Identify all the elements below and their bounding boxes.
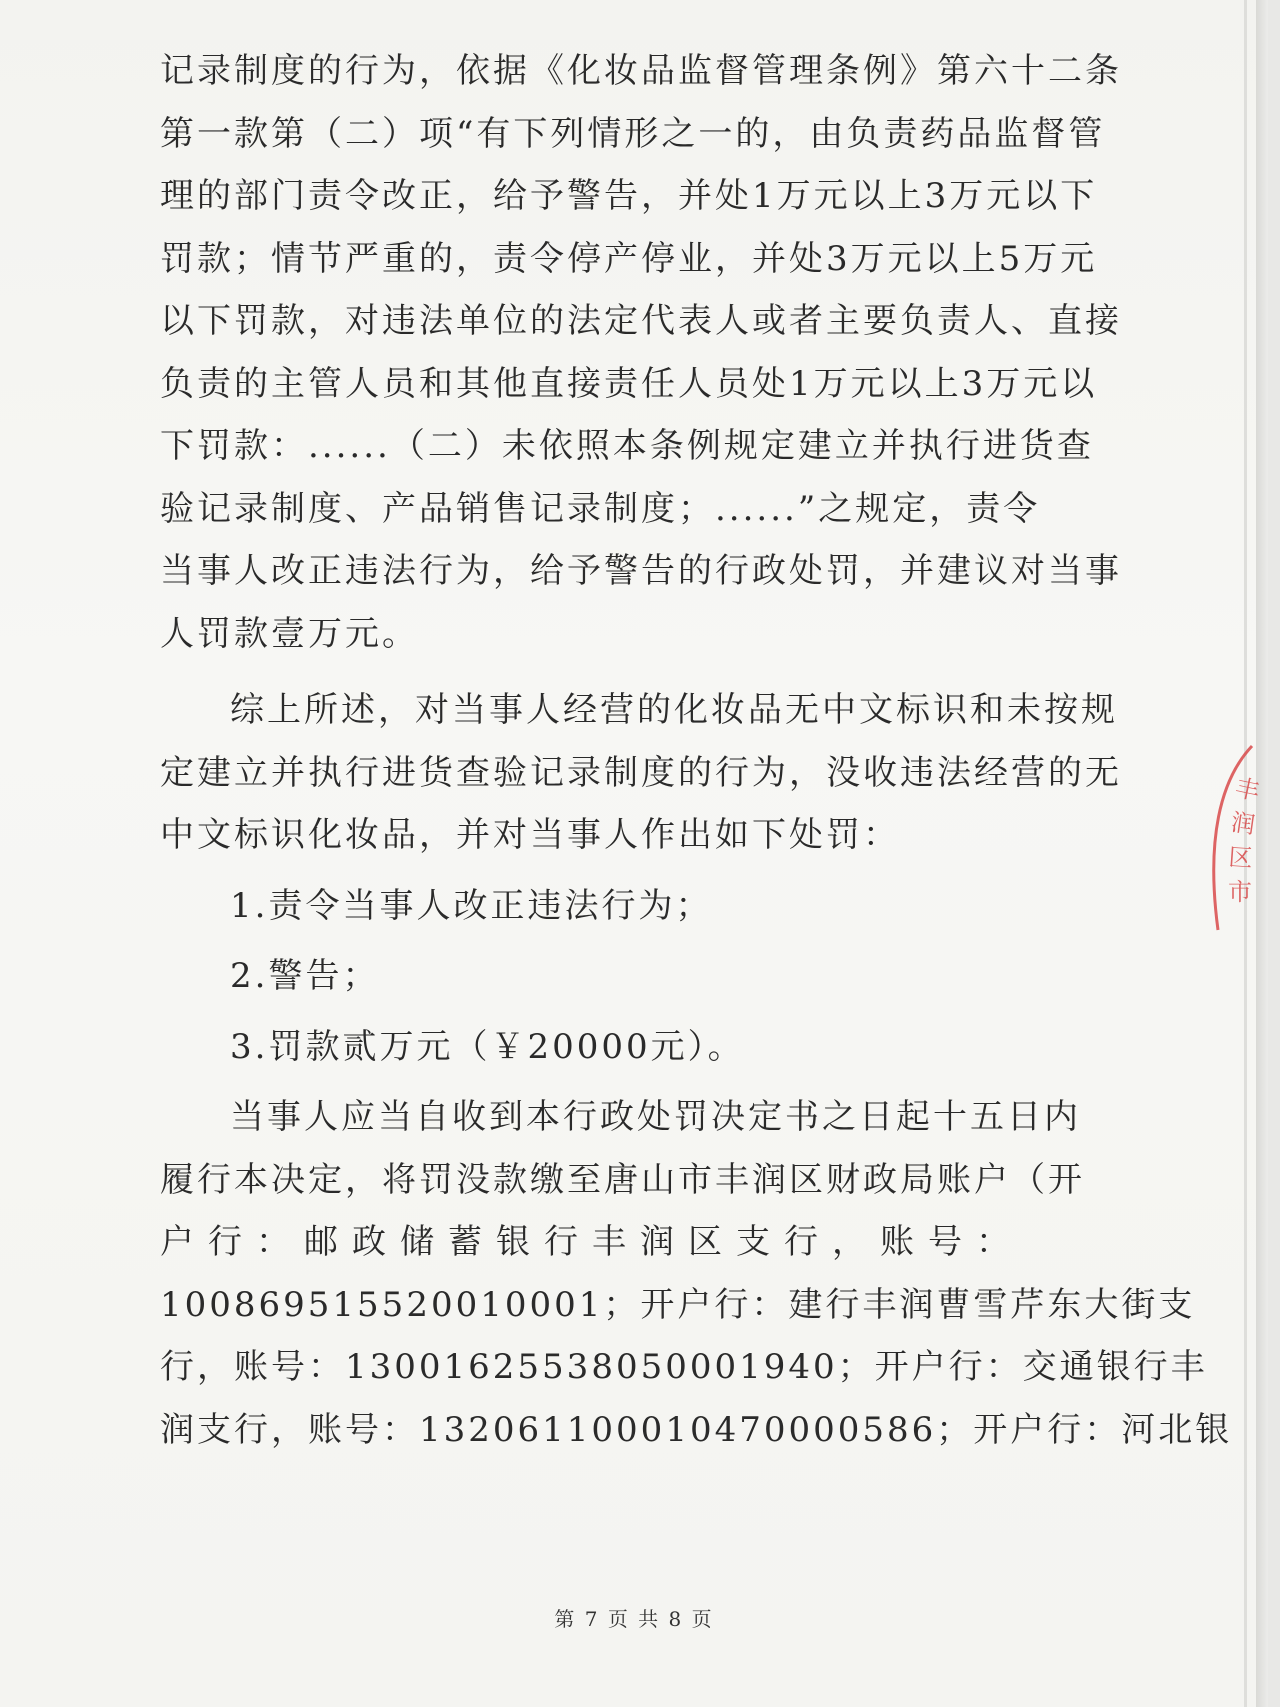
paragraph-gap xyxy=(160,665,1060,679)
paragraph-gap xyxy=(160,937,1060,945)
payment-paragraph-line-4: 100869515520010001；开户行：建行丰润曹雪芹东大街支 xyxy=(160,1284,1196,1325)
svg-text:丰: 丰 xyxy=(1232,773,1260,806)
body-line-2: 第一款第（二）项“有下列情形之一的，由负责药品监督管 xyxy=(160,113,1106,154)
svg-text:区: 区 xyxy=(1227,843,1254,873)
penalty-item-2: 2.警告； xyxy=(230,956,380,996)
document-body xyxy=(160,40,1233,1461)
body-line-5: 以下罚款，对违法单位的法定代表人或者主要负责人、直接 xyxy=(160,301,1122,341)
paragraph-gap xyxy=(160,1078,1060,1086)
payment-paragraph-line-3: 户行：邮政储蓄银行丰润区支行，账号： xyxy=(160,1222,1024,1262)
penalty-item-3: 3.罚款贰万元（￥20000元）。 xyxy=(230,1026,745,1067)
body-line-6: 负责的主管人员和其他直接责任人员处1万元以上3万元以 xyxy=(160,363,1098,404)
body-line-8: 验记录制度、产品销售记录制度；......”之规定，责令 xyxy=(160,488,1041,529)
payment-paragraph-line-6: 润支行，账号：132061100010470000586；开户行：河北银 xyxy=(160,1409,1233,1450)
body-line-10: 人罚款壹万元。 xyxy=(160,613,419,654)
payment-paragraph-line-2: 履行本决定，将罚没款缴至唐山市丰润区财政局账户（开 xyxy=(160,1159,1085,1200)
summary-paragraph-line-2: 定建立并执行进货查验记录制度的行为，没收违法经营的无 xyxy=(160,752,1122,793)
page-number: 第 7 页 共 8 页 xyxy=(554,1607,714,1631)
summary-paragraph-line-3: 中文标识化妆品，并对当事人作出如下处罚： xyxy=(160,815,900,855)
red-seal-stamp xyxy=(1200,740,1260,940)
body-line-9: 当事人改正违法行为，给予警告的行政处罚，并建议对当事 xyxy=(160,551,1122,591)
body-line-3: 理的部门责令改正，给予警告，并处1万元以上3万元以下 xyxy=(160,176,1098,216)
svg-text:润: 润 xyxy=(1229,808,1257,840)
svg-text:市: 市 xyxy=(1228,878,1252,906)
paragraph-gap xyxy=(160,867,1060,875)
payment-paragraph-line-1: 当事人应当自收到本行政处罚决定书之日起十五日内 xyxy=(230,1097,1081,1137)
red-seal-stamp-graphic xyxy=(1200,740,1260,940)
body-line-1: 记录制度的行为，依据《化妆品监督管理条例》第六十二条 xyxy=(160,51,1122,91)
paragraph-gap xyxy=(160,1008,1060,1016)
penalty-item-1: 1.责令当事人改正违法行为； xyxy=(230,885,713,926)
body-line-4: 罚款；情节严重的，责令停产停业，并处3万元以上5万元 xyxy=(160,238,1098,279)
payment-paragraph-line-5: 行，账号：13001625538050001940；开户行：交通银行丰 xyxy=(160,1347,1208,1387)
body-line-7: 下罚款：......（二）未依照本条例规定建立并执行进货查 xyxy=(160,426,1094,466)
summary-paragraph-line-1: 综上所述，对当事人经营的化妆品无中文标识和未按规 xyxy=(230,690,1118,730)
